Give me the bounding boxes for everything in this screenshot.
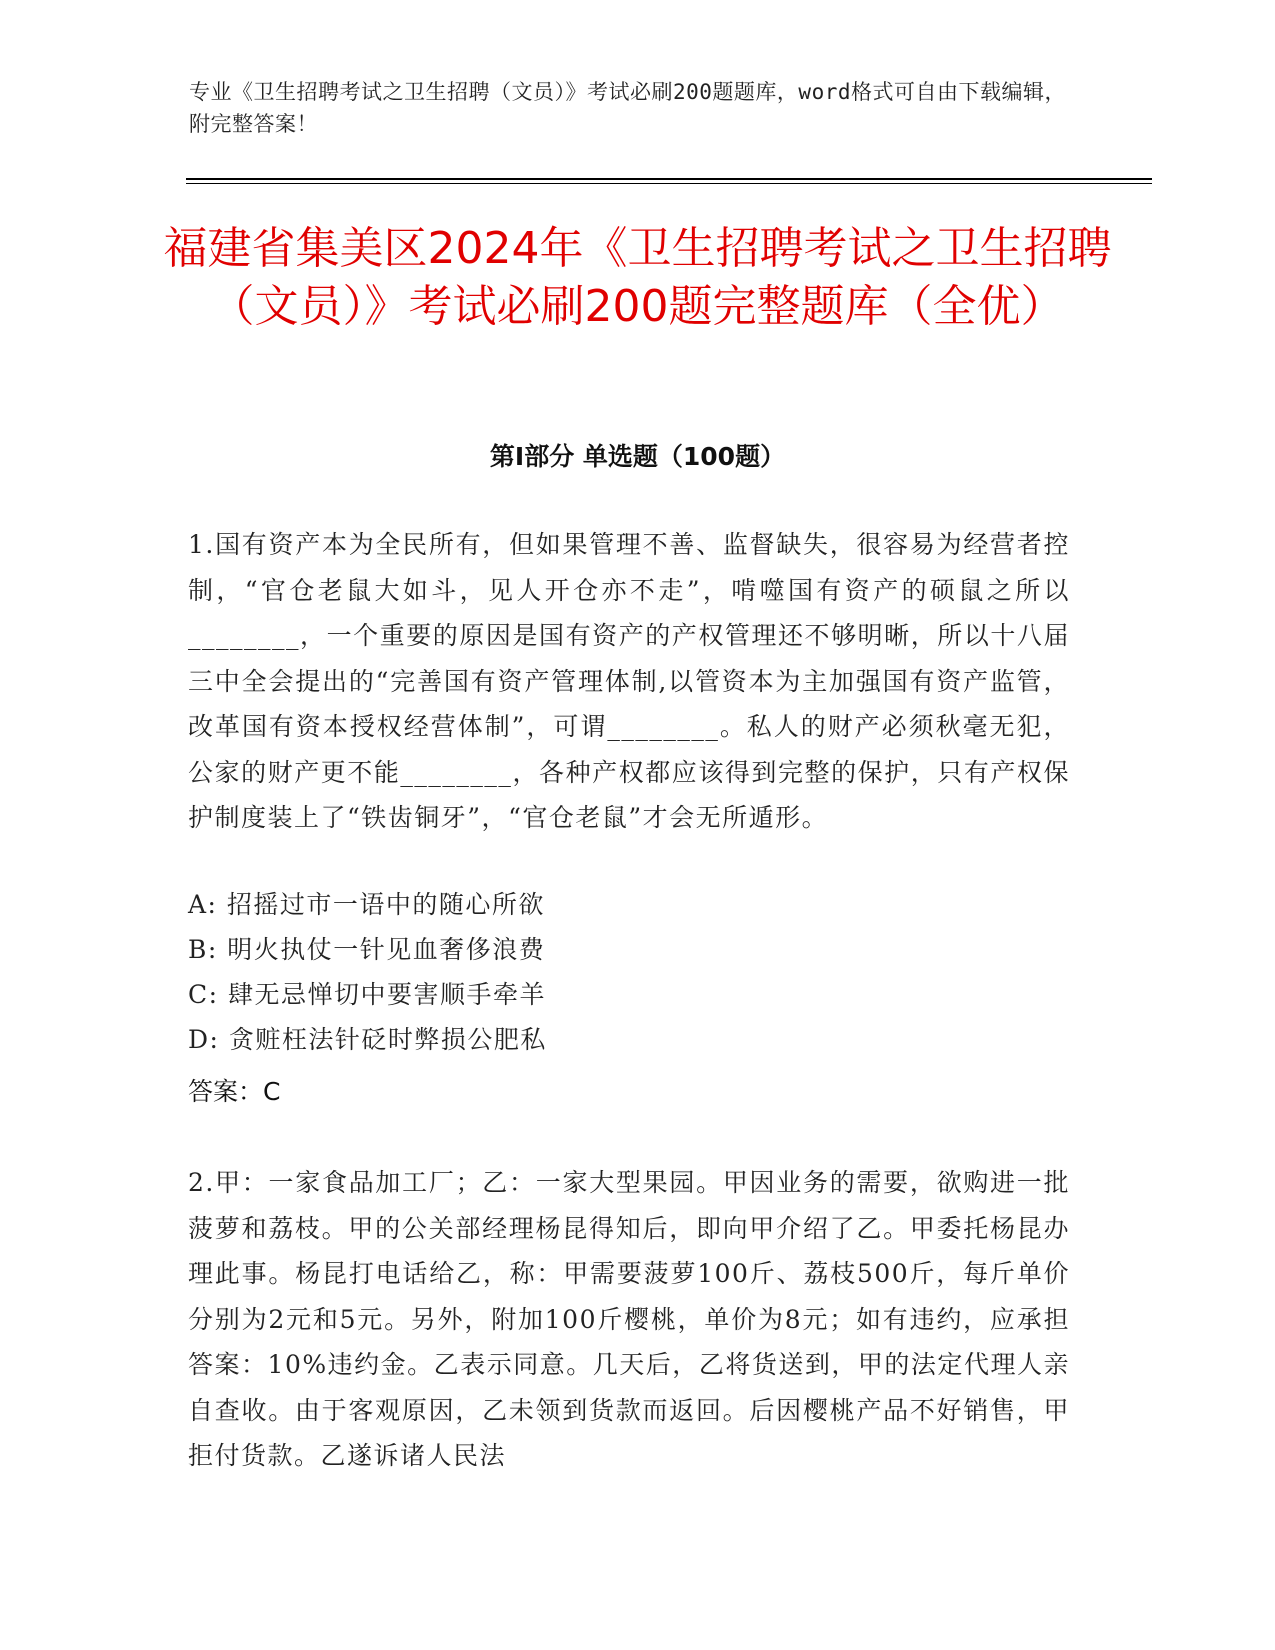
header-note: 专业《卫生招聘考试之卫生招聘（文员）》考试必刷200题题库，word格式可自由下载编辑，附完整答案！ — [189, 80, 1066, 136]
question-1-text: 1.国有资产本为全民所有，但如果管理不善、监督缺失，很容易为经营者控制，“官仓老鼠大如斗，见人开仓亦不走”，啃噬国有资产的硕鼠之所以________，一个重要的原因是国有资产的产权管理还不够明晰，所以十八届三中全会提出的“完善国有资产管理体制,以管资本为主加强国有资产监管，改革国有资本授权经营体制”，可谓________。私人的财产必须秋毫无犯，公家的财产更不能________，各种产权都应该得到完整的保护，只有产权保护制度装上了“铁齿铜牙”，“官仓老鼠”才会无所遁形。 — [188, 530, 1070, 832]
option-d: D: 贪赃枉法针砭时弊损公肥私 — [188, 1025, 547, 1054]
document-title: 福建省集美区2024年《卫生招聘考试之卫生招聘（文员）》考试必刷200题完整题库（全优） — [163, 223, 1112, 332]
section-heading: 第I部分 单选题（100题） — [489, 442, 786, 471]
question-1-answer: 答案：C — [188, 1077, 281, 1106]
option-a: A: 招摇过市一语中的随心所欲 — [188, 890, 545, 919]
question-1-options — [188, 882, 1070, 1062]
header-divider-thin — [186, 183, 1152, 184]
header-divider-thick — [186, 178, 1152, 180]
question-2-text: 2.甲：一家食品加工厂；乙：一家大型果园。甲因业务的需要，欲购进一批菠萝和荔枝。甲的公关部经理杨昆得知后，即向甲介绍了乙。甲委托杨昆办理此事。杨昆打电话给乙，称：甲需要菠萝100斤、荔枝500斤，每斤单价分别为2元和5元。另外，附加100斤樱桃，单价为8元；如有违约，应承担答案：10%违约金。乙表示同意。几天后，乙将货送到，甲的法定代理人亲自查收。由于客观原因，乙未领到货款而返回。后因樱桃产品不好销售，甲拒付货款。乙遂诉诸人民法 — [188, 1168, 1070, 1470]
option-b: B: 明火执仗一针见血奢侈浪费 — [188, 935, 546, 964]
option-c: C: 肆无忌惮切中要害顺手牵羊 — [188, 980, 546, 1009]
